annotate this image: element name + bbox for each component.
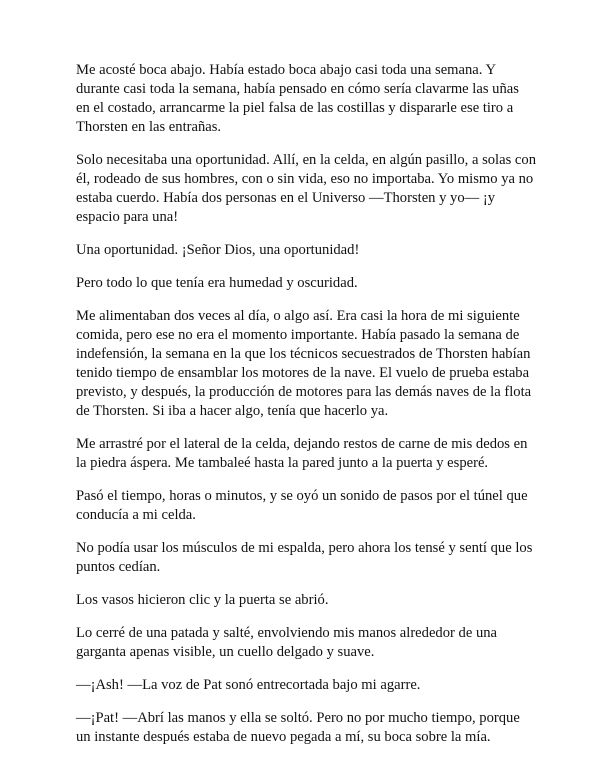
paragraph: —¡Ash! —La voz de Pat sonó entrecortada bajo mi agarre. <box>76 677 421 693</box>
paragraph: Me alimentaban dos veces al día, o algo así. Era casi la hora de mi siguiente comida, pero ese no era el momento importante. Había pasado la semana de indefensión, la semana en la que los técnicos secuestrados de Thorsten habían tenido tiempo de ensamblar los motores de la nave. El vuelo de prueba estaba previsto, y después, la producción de motores para las demás naves de la flota de Thorsten. Si iba a hacer algo, tenía que hacerlo ya. <box>76 308 532 419</box>
paragraph: Lo cerré de una patada y salté, envolviendo mis manos alrededor de una garganta apenas visible, un cuello delgado y suave. <box>76 625 498 660</box>
paragraph: Pasó el tiempo, horas o minutos, y se oyó un sonido de pasos por el túnel que conducía a mi celda. <box>76 488 528 523</box>
paragraph: Solo necesitaba una oportunidad. Allí, en la celda, en algún pasillo, a solas con él, rodeado de sus hombres, con o sin vida, eso no importaba. Yo mismo ya no estaba cuerdo. Había dos personas en el Universo —Thorsten y yo— ¡y espacio para una! <box>76 152 536 225</box>
paragraph: No podía usar los músculos de mi espalda, pero ahora los tensé y sentí que los puntos cedían. <box>76 540 533 575</box>
paragraph: —¡Pat! —Abrí las manos y ella se soltó. Pero no por mucho tiempo, porque un instante después estaba de nuevo pegada a mí, su boca sobre la mía. <box>76 710 520 745</box>
paragraph: Me arrastré por el lateral de la celda, dejando restos de carne de mis dedos en la piedra áspera. Me tambaleé hasta la pared junto a la puerta y esperé. <box>76 436 528 471</box>
document-page <box>76 61 536 761</box>
paragraph: Pero todo lo que tenía era humedad y oscuridad. <box>76 275 358 291</box>
paragraph: Los vasos hicieron clic y la puerta se abrió. <box>76 592 329 608</box>
paragraph: Me acosté boca abajo. Había estado boca abajo casi toda una semana. Y durante casi toda la semana, había pensado en cómo sería clavarme las uñas en el costado, arrancarme la piel falsa de las costillas y dispararle ese tiro a Thorsten en las entrañas. <box>76 62 519 135</box>
paragraph: Una oportunidad. ¡Señor Dios, una oportunidad! <box>76 242 360 258</box>
